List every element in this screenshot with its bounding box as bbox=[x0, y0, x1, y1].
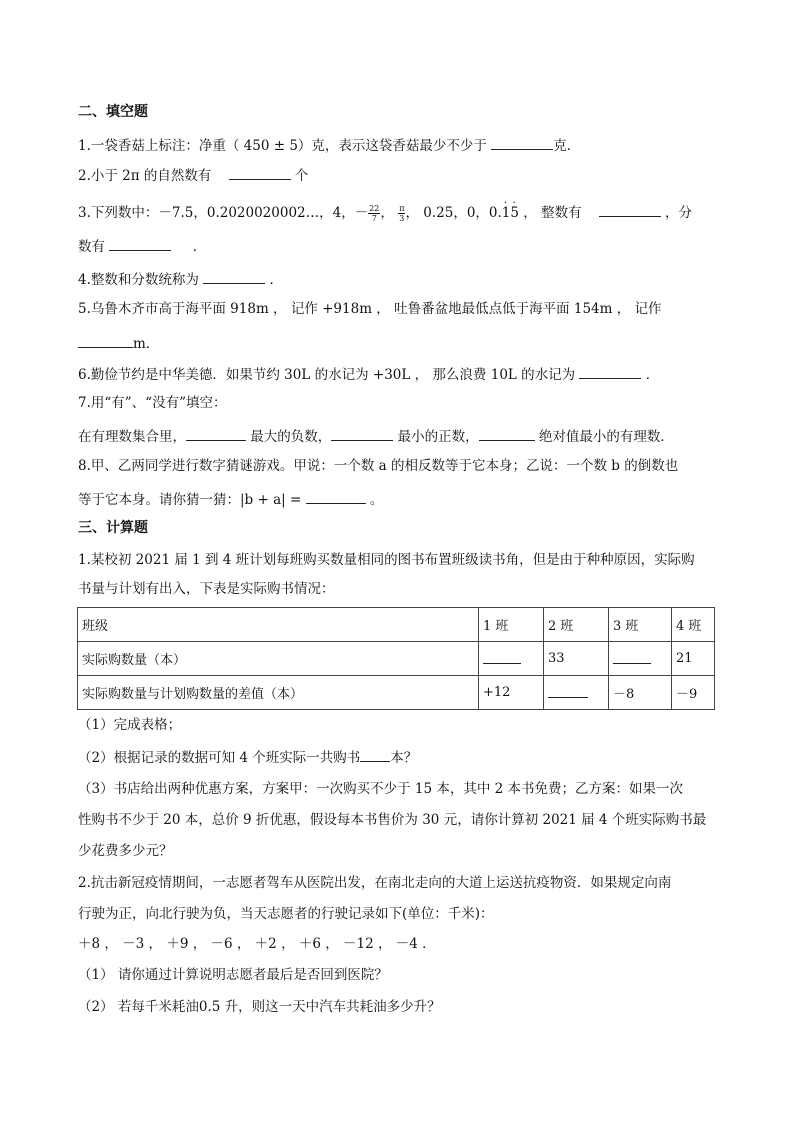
problem-2-line-1: 2.抗击新冠疫情期间，一志愿者驾车从医院出发，在南北走向的大道上运送抗疫物资．如果规定向南 bbox=[78, 875, 672, 891]
problem-1-step-1: （1）完成表格； bbox=[78, 717, 182, 733]
answer-blank[interactable] bbox=[331, 426, 393, 441]
table-row: 班级 1 班 2 班 3 班 4 班 bbox=[78, 608, 715, 642]
answer-blank[interactable] bbox=[599, 202, 661, 217]
answer-blank[interactable] bbox=[109, 236, 171, 251]
question-5: 5.乌鲁木齐市高于海平面 918m ， 记作 +918m ， 吐鲁番盆地最低点低于海平面 154m ， 记作 bbox=[78, 301, 662, 317]
fraction-22-7: $\frac{22}{7}$ bbox=[369, 204, 380, 223]
question-5-cont: m． bbox=[78, 333, 159, 353]
problem-1-step-2: （2）根据记录的数据可知 4 个班实际一共购书 本？ bbox=[78, 747, 417, 767]
problem-2-step-2: （2） 若每千米耗油0.5 升，则这一天中汽车共耗油多少升？ bbox=[78, 999, 441, 1015]
answer-blank[interactable] bbox=[483, 649, 521, 664]
problem-2-line-2: 行驶为正，向北行驶为负，当天志愿者的行驶记录如下(单位：千米)： bbox=[78, 906, 494, 922]
answer-blank[interactable] bbox=[78, 333, 133, 348]
question-7-cont: 在有理数集合里， 最大的负数， 最小的正数， 绝对值最小的有理数． bbox=[78, 426, 674, 446]
answer-blank[interactable] bbox=[306, 489, 366, 504]
question-2: 2.小于 2π 的自然数有 个 bbox=[78, 165, 308, 185]
question-1: 1.一袋香菇上标注：净重（ 450 ± 5）克，表示这袋香菇最少不少于 克． bbox=[78, 135, 580, 155]
problem-1-step-3-line-1: （3）书店给出两种优惠方案，方案甲：一次购买不少于 15 本，其中 2 本书免费；乙方案：如果一次 bbox=[78, 781, 684, 797]
question-6: 6.勤俭节约是中华美德．如果节约 30L 的水记为 +30L ， 那么浪费 10L 的水记为 ． bbox=[78, 364, 659, 384]
answer-blank[interactable] bbox=[579, 364, 641, 379]
answer-blank[interactable] bbox=[479, 426, 535, 441]
purchase-table bbox=[77, 607, 715, 710]
answer-blank[interactable] bbox=[491, 135, 553, 150]
problem-1-step-3-line-3: 少花费多少元？ bbox=[78, 843, 173, 859]
section-heading-fill-in: 二、填空题 bbox=[78, 104, 148, 120]
section-heading-calculation: 三、计算题 bbox=[78, 520, 148, 536]
fraction-pi-3: $\frac{\pi}{3}$ bbox=[399, 204, 405, 223]
problem-1-line-2: 书量与计划有出入，下表是实际购书情况： bbox=[78, 581, 335, 597]
problem-2-records: ＋8 ， －3 ， ＋9 ， －6 ， ＋2 ， ＋6 ， －12 ， －4 ． bbox=[78, 936, 436, 952]
table-row: 实际购数量与计划购数量的差值（本） +12 －8 －9 bbox=[78, 676, 715, 710]
question-8: 8.甲、乙两同学进行数字猜谜游戏。甲说：一个数 a 的相反数等于它本身；乙说：一个数 b 的倒数也 bbox=[78, 458, 679, 474]
repeating-digit: · 1 bbox=[502, 205, 511, 221]
answer-blank[interactable] bbox=[229, 165, 291, 180]
problem-1-line-1: 1.某校初 2021 届 1 到 4 班计划每班购买数量相同的图书布置班级读书角，但是由于种种原因，实际购 bbox=[78, 552, 695, 568]
answer-blank[interactable] bbox=[360, 747, 390, 762]
answer-blank[interactable] bbox=[613, 649, 651, 664]
answer-blank[interactable] bbox=[203, 269, 265, 284]
question-4: 4.整数和分数统称为 ． bbox=[78, 269, 283, 289]
answer-blank[interactable] bbox=[548, 683, 588, 698]
question-7: 7.用“有”、“没有”填空： bbox=[78, 395, 227, 411]
question-3: 3.下列数中：－7.5，0.2020020002…，4，－ $\frac{22}{7}$ ， $\frac{\pi}{3}$ ， 0.25，0，0.· 1· 5 ， 整数有 ，分 bbox=[78, 202, 692, 223]
problem-2-step-1: （1） 请你通过计算说明志愿者最后是否回到医院？ bbox=[78, 967, 388, 983]
table-row: 实际购数量（本） 33 21 bbox=[78, 642, 715, 676]
answer-blank[interactable] bbox=[186, 426, 246, 441]
question-3-cont: 数有 ． bbox=[78, 236, 206, 256]
problem-1-step-3-line-2: 性购书不少于 20 本，总价 9 折优惠，假设每本书售价为 30 元，请你计算初 2021 届 4 个班实际购书最 bbox=[78, 812, 707, 828]
repeating-digit: · 5 bbox=[510, 205, 519, 221]
question-8-cont: 等于它本身。请你猜一猜：|b + a| = 。 bbox=[78, 489, 383, 509]
